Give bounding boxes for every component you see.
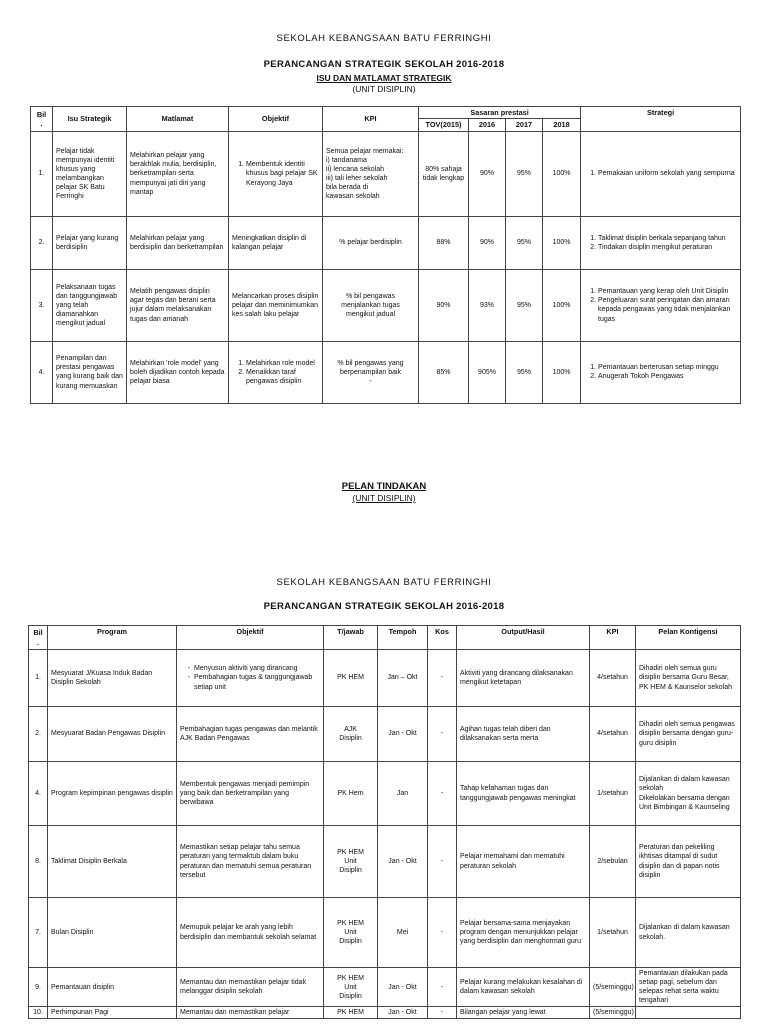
- row-tov: 90%: [419, 269, 469, 341]
- objektif-item: 2. Menaikkan taraf pengawas disiplin: [246, 368, 319, 386]
- row-strategi: [581, 341, 741, 403]
- row-bil: 10.: [29, 1007, 48, 1019]
- row-objektif: Membentuk pengawas menjadi pemimpin yang baik dan berketrampilan yang berwibawa: [177, 762, 324, 826]
- row-bil: 4.: [29, 762, 48, 826]
- strategi-item: 1. Pemakaian uniform sekolah yang sempurna: [598, 169, 737, 178]
- row-program: Program kepimpinan pengawas disiplin: [48, 762, 177, 826]
- strategi-item: 1. Pemantauan berterusan setiap minggu: [598, 363, 737, 372]
- pelan-tindakan-unit: (UNIT DISIPLIN): [352, 493, 416, 503]
- kpi-intro: Semua pelajar memakai:: [326, 147, 404, 155]
- row-tempoh: Jan - Okt: [378, 826, 428, 898]
- row-kontigensi: [636, 1007, 741, 1019]
- col-bil: Bil .: [31, 107, 53, 132]
- action-plan-table: [28, 625, 741, 1019]
- col-sasaran-prestasi: Sasaran prestasi: [419, 107, 581, 119]
- col-output: Output/Hasil: [457, 626, 590, 650]
- row-tjawab: PK HEM: [324, 650, 378, 707]
- row-2016: 93%: [469, 269, 506, 341]
- row-strategi: [581, 216, 741, 269]
- row-kontigensi: Dihadiri oleh semua pengawas disiplin bersama dengan guru-guru disiplin: [636, 707, 741, 762]
- row-2017: 95%: [506, 131, 543, 216]
- col-kos: Kos: [428, 626, 457, 650]
- row-tjawab: PK Hem: [324, 762, 378, 826]
- row-objektif: Memantau dan memastikan pelajar: [177, 1007, 324, 1019]
- row-kos: -: [428, 707, 457, 762]
- objektif-item: 1. Melahirkan role model: [246, 359, 319, 368]
- plan-title: PERANCANGAN STRATEGIK SEKOLAH 2016-2018: [263, 59, 505, 70]
- row-objektif: Meningkatkan disiplin di kalangan pelajar: [229, 216, 323, 269]
- row-tjawab: PK HEM Unit Disiplin: [324, 898, 378, 968]
- row-2016: 90%: [469, 216, 506, 269]
- row-objektif: [177, 650, 324, 707]
- col-matlamat: Matlamat: [127, 107, 229, 132]
- row-tempoh: Jan - Okt: [378, 707, 428, 762]
- row-2018: 100%: [543, 341, 581, 403]
- row-output: Tahap kefahaman tugas dan tanggungjawab pengawas meningkat: [457, 762, 590, 826]
- row-kontigensi: Dijalankan di dalam kawasan sekolah.: [636, 898, 741, 968]
- objektif-item: 1. Membentuk identiti khusus bagi pelajar SK Kerayong Jaya: [246, 160, 319, 187]
- row-kpi: (5/seminggu): [590, 1007, 636, 1019]
- section-subtitle: ISU DAN MATLAMAT STRATEGIK: [316, 73, 452, 83]
- row-tjawab: PK HEM: [324, 1007, 378, 1019]
- row-tjawab: AJK Disiplin: [324, 707, 378, 762]
- col-isu-strategik: Isu Strategik: [53, 107, 127, 132]
- col-program: Program: [48, 626, 177, 650]
- row-strategi: [581, 269, 741, 341]
- row-kontigensi: Dijalankan di dalam kawasan sekolah Dikelolakan bersama dengan Unit Bimbingan & Kaunseling: [636, 762, 741, 826]
- row-strategi: [581, 131, 741, 216]
- row-objektif: [229, 341, 323, 403]
- kpi-item: ii) lencana sekolah: [326, 165, 384, 173]
- kpi-item: iii) tali leher sekolah bila berada di kawasan sekolah: [326, 174, 388, 201]
- row-output: Bilangan pelajar yang lewat: [457, 1007, 590, 1019]
- col-objektif: Objektif: [229, 107, 323, 132]
- strategi-item: 1. Taklimat disiplin berkala sepanjang tahun: [598, 234, 737, 243]
- strategi-item: 2. Anugerah Tokoh Pengawas: [598, 372, 737, 381]
- row-output: Pelajar bersama-sama menjayakan program dengan menunjukkan pelajar yang berdisiplin dan menghormati guru: [457, 898, 590, 968]
- col-objektif: Objektif: [177, 626, 324, 650]
- row-program: Perhimpunan Pagi: [48, 1007, 177, 1019]
- pelan-tindakan-title: PELAN TINDAKAN: [341, 481, 427, 492]
- row-bil: 8.: [29, 826, 48, 898]
- row-kos: -: [428, 898, 457, 968]
- row-objektif: Memupuk pelajar ke arah yang lebih berdisiplin dan membantuk sekolah selamat: [177, 898, 324, 968]
- row-kpi: 1/setahun: [590, 898, 636, 968]
- col-2016: 2016: [469, 119, 506, 131]
- strategi-item: 2. Tindakan disiplin mengikut peraturan: [598, 243, 737, 252]
- row-kos: -: [428, 762, 457, 826]
- row-tov: 85%: [419, 341, 469, 403]
- col-2018: 2018: [543, 119, 581, 131]
- row-kontigensi: Pemantauan dilakukan pada setiap pagi, sebelum dan selepas rehat serta waktu tengahari: [636, 968, 741, 1007]
- row-bil: 4.: [31, 341, 53, 403]
- row-tjawab: PK HEM Unit Disiplin: [324, 968, 378, 1007]
- col-pelan-kontigensi: Pelan Kontigensi: [636, 626, 741, 650]
- row-tov: 80% sahaja tidak lengkap: [419, 131, 469, 216]
- row-isu: Pelajar tidak mempunyai identiti khusus yang melambangkan pelajar SK Batu Ferringhi: [53, 131, 127, 216]
- row-2017: 95%: [506, 269, 543, 341]
- row-kpi: % bil pengawas menjalankan tugas mengikut jadual: [323, 269, 419, 341]
- row-bil: 1.: [31, 131, 53, 216]
- row-output: Aktiviti yang dirancang dilaksanakan mengikut ketetapan: [457, 650, 590, 707]
- table-row: [29, 707, 741, 762]
- row-bil: 2.: [31, 216, 53, 269]
- col-tempoh: Tempoh: [378, 626, 428, 650]
- row-tov: 88%: [419, 216, 469, 269]
- row-kos: -: [428, 650, 457, 707]
- table-row: [29, 826, 741, 898]
- table-row: [29, 968, 741, 1007]
- row-tempoh: Jan – Okt: [378, 650, 428, 707]
- school-name-2: SEKOLAH KEBANGSAAN BATU FERRINGHI: [276, 577, 492, 588]
- row-2018: 100%: [543, 131, 581, 216]
- row-kontigensi: Peraturan dan pekeliling ikhtisas ditampal di sudut disiplin dan di papan notis disiplin: [636, 826, 741, 898]
- row-program: Mesyuarat J/Kuasa Induk Badan Disiplin Sekolah: [48, 650, 177, 707]
- row-bil: 2.: [29, 707, 48, 762]
- row-isu: Pelajar yang kurang berdisiplin: [53, 216, 127, 269]
- row-2017: 95%: [506, 341, 543, 403]
- table-row: [29, 898, 741, 968]
- row-matlamat: Melahirkan pelajar yang berakhlak mulia, berdisiplin, berketrampilan serta mempunyai jati diri yang mantap: [127, 131, 229, 216]
- row-tempoh: Jan: [378, 762, 428, 826]
- col-tjawab: T/jawab: [324, 626, 378, 650]
- row-2016: 90%: [469, 131, 506, 216]
- row-tempoh: Mei: [378, 898, 428, 968]
- row-kpi: 4/setahun: [590, 650, 636, 707]
- row-kpi: 2/sebulan: [590, 826, 636, 898]
- row-objektif: [229, 131, 323, 216]
- col-strategi: Strategi: [581, 107, 741, 132]
- row-kpi: 1/setahun: [590, 762, 636, 826]
- row-kpi: % bil pengawas yang berpenampilan baik -: [323, 341, 419, 403]
- row-kpi: [323, 131, 419, 216]
- row-matlamat: Melahirkan pelajar yang berdisiplin dan berketrampilan: [127, 216, 229, 269]
- row-2017: 95%: [506, 216, 543, 269]
- row-tempoh: Jan - Okt: [378, 968, 428, 1007]
- strategic-issues-table: [30, 106, 741, 404]
- col-kpi: KPI: [590, 626, 636, 650]
- row-output: Pelajar memahami dan mematuhi peraturan sekolah: [457, 826, 590, 898]
- row-bil: 1.: [29, 650, 48, 707]
- row-bil: 7.: [29, 898, 48, 968]
- row-bil: 3.: [31, 269, 53, 341]
- strategi-item: 1. Pemantauan yang kerap oleh Unit Disiplin: [598, 287, 737, 296]
- row-matlamat: Melatih pengawas disiplin agar tegas dan berani serta jujur dalam melaksanakan tugas dan amanah: [127, 269, 229, 341]
- row-program: Pemantauan disiplin: [48, 968, 177, 1007]
- row-program: Bulan Disiplin: [48, 898, 177, 968]
- table-row: [31, 216, 741, 269]
- row-kontigensi: Dihadiri oleh semua guru disiplin bersama Guru Besar, PK HEM & Kaunselor sekolah: [636, 650, 741, 707]
- row-output: Agihan tugas telah diberi dan dilaksanakan serta merta: [457, 707, 590, 762]
- plan-title-2: PERANCANGAN STRATEGIK SEKOLAH 2016-2018: [263, 601, 505, 612]
- table-row: [29, 1007, 741, 1019]
- row-tempoh: Jan - Okt: [378, 1007, 428, 1019]
- row-kos: -: [428, 968, 457, 1007]
- row-kos: -: [428, 1007, 457, 1019]
- row-output: Pelajar kurang melakukan kesalahan di dalam kawasan sekolah: [457, 968, 590, 1007]
- objektif-item: - Menyusun aktiviti yang dirancang: [194, 664, 320, 673]
- school-name: SEKOLAH KEBANGSAAN BATU FERRINGHI: [276, 33, 492, 44]
- row-objektif: Pembahagian tugas pengawas dan melantik AJK Badan Pengawas: [177, 707, 324, 762]
- objektif-item: - Pembahagian tugas & tanggungjawab setiap unit: [194, 673, 320, 691]
- row-tjawab: PK HEM Unit Disiplin: [324, 826, 378, 898]
- row-kpi: % pelajar berdisiplin: [323, 216, 419, 269]
- table-row: [29, 650, 741, 707]
- col-tov-2015: TOV(2015): [419, 119, 469, 131]
- section-unit: (UNIT DISIPLIN): [352, 84, 416, 94]
- row-objektif: Memantau dan memastikan pelajar tidak melanggar disiplin sekolah: [177, 968, 324, 1007]
- row-program: Mesyuarat Badan Pengawas Disiplin: [48, 707, 177, 762]
- row-kpi: (5/seminggu): [590, 968, 636, 1007]
- col-bil: Bil .: [29, 626, 48, 650]
- row-kos: -: [428, 826, 457, 898]
- row-kpi: 4/setahun: [590, 707, 636, 762]
- kpi-item: i) tandanama: [326, 156, 367, 164]
- table-row: [29, 762, 741, 826]
- row-objektif: Memastikan setiap pelajar tahu semua peraturan yang termaktub dalam buku peraturan dan mematuhi semua peraturan tersebut: [177, 826, 324, 898]
- col-kpi: KPI: [323, 107, 419, 132]
- row-isu: Pelaksanaan tugas dan tanggungjawab yang telah diamanahkan mengikut jadual: [53, 269, 127, 341]
- row-bil: 9.: [29, 968, 48, 1007]
- table-row: [31, 131, 741, 216]
- row-program: Taklimat Disiplin Berkala: [48, 826, 177, 898]
- table-row: [31, 269, 741, 341]
- col-2017: 2017: [506, 119, 543, 131]
- row-2018: 100%: [543, 269, 581, 341]
- table-row: [31, 341, 741, 403]
- strategi-item: 2. Pengeluaran surat peringatan dan amaran kepada pengawas yang tidak menjalankan tugas: [598, 296, 737, 323]
- row-2018: 100%: [543, 216, 581, 269]
- row-2016: 905%: [469, 341, 506, 403]
- row-matlamat: Melahirkan 'role model' yang boleh dijadikan contoh kepada pelajar biasa: [127, 341, 229, 403]
- row-objektif: Melancarkan proses disiplin pelajar dan meminimumkan kes salah laku pelajar: [229, 269, 323, 341]
- row-isu: Penampilan dan prestasi pengawas yang kurang baik dan kurang memuaskan: [53, 341, 127, 403]
